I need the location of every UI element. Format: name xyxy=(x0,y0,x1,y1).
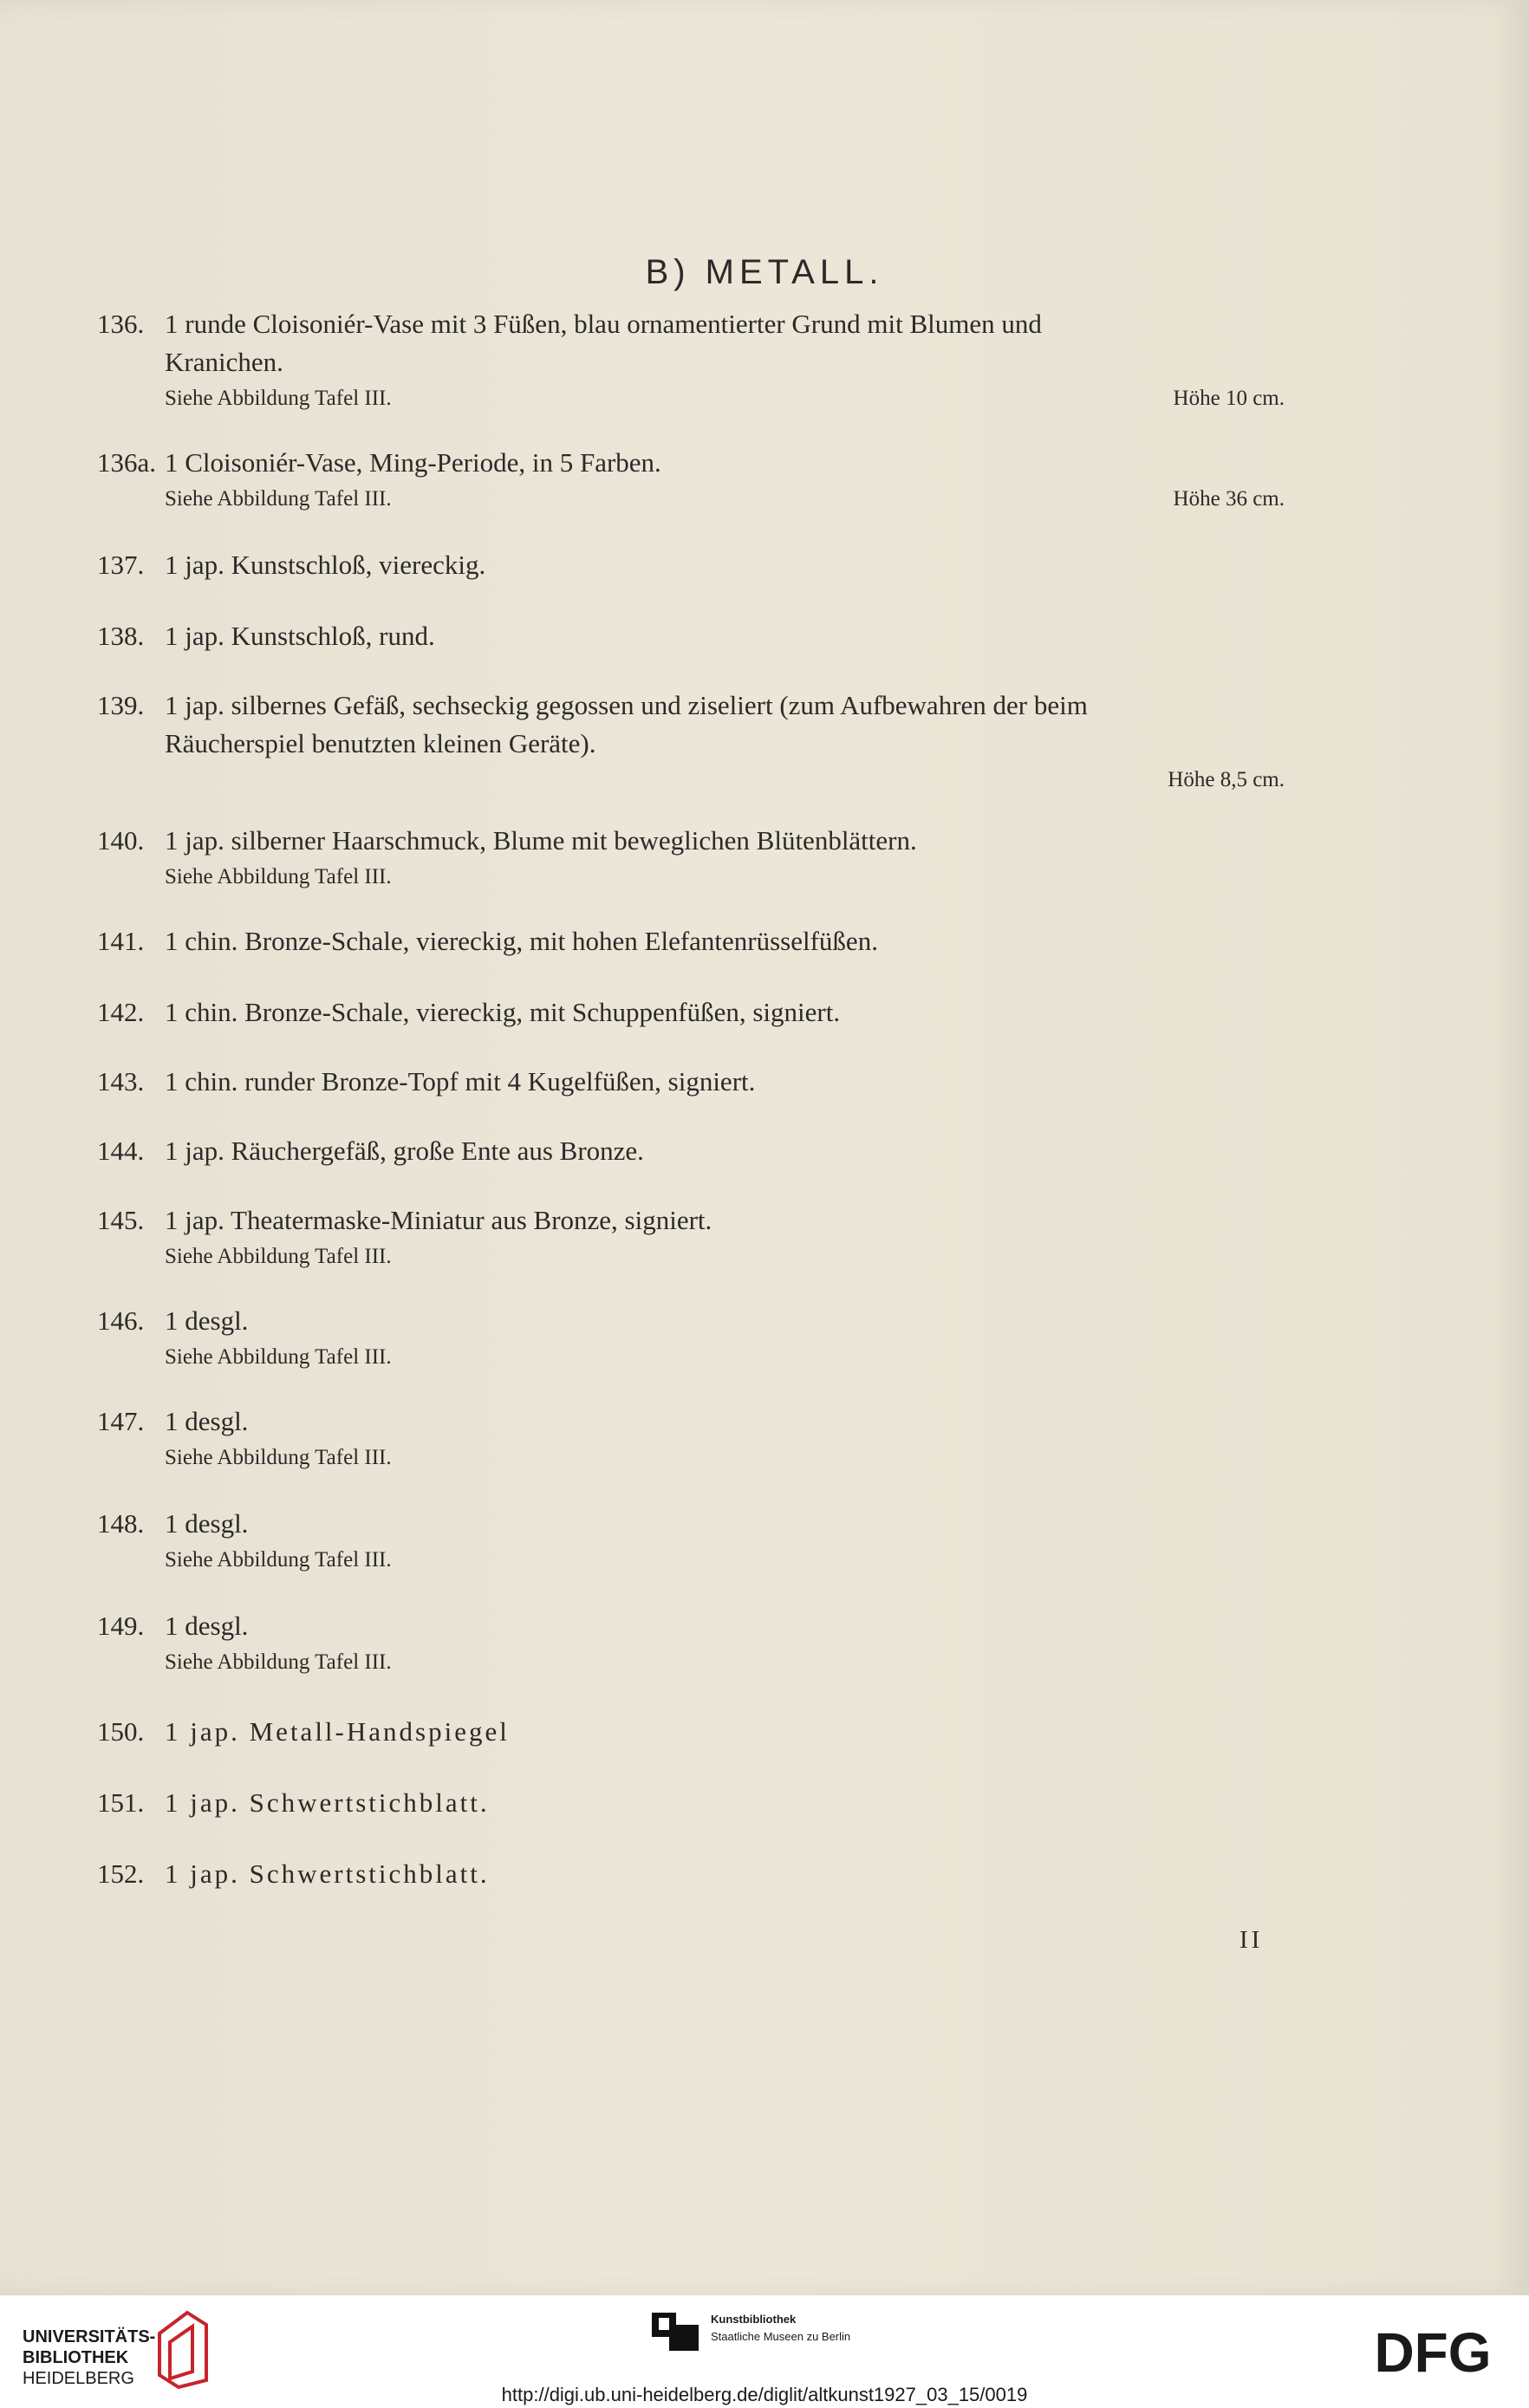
entry-text: 1 jap. Theatermaske-Miniatur aus Bronze, signiert. xyxy=(165,1205,712,1235)
catalog-entry-152 xyxy=(97,1855,1285,1893)
catalog-entry-147 xyxy=(97,1402,1285,1475)
entry-height: Höhe 36 cm. xyxy=(1173,487,1285,511)
entry-number: 145. xyxy=(97,1205,145,1235)
source-url: http://digi.ub.uni-heidelberg.de/diglit/altkunst1927_03_15/0019 xyxy=(501,2384,1028,2405)
entry-number: 151. xyxy=(97,1787,145,1818)
entry-text: 1 desgl. xyxy=(165,1305,249,1336)
entry-number: 144. xyxy=(97,1136,145,1166)
entry-text: 1 desgl. xyxy=(165,1611,249,1641)
catalog-entry-137 xyxy=(97,546,1285,584)
catalog-entry-142 xyxy=(97,993,1285,1032)
catalog-entry-141 xyxy=(97,922,1285,960)
section-title: B) METALL. xyxy=(645,253,884,291)
catalog-entry-136 xyxy=(97,305,1285,416)
entry-text: 1 Cloisoniér-Vase, Ming-Periode, in 5 Farben. xyxy=(165,447,661,478)
entry-number: 152. xyxy=(97,1858,145,1889)
entry-reference: Siehe Abbildung Tafel III. xyxy=(165,387,392,410)
entry-text: 1 chin. Bronze-Schale, viereckig, mit hohen Elefantenrüsselfüßen. xyxy=(165,926,878,956)
entry-reference: Siehe Abbildung Tafel III. xyxy=(165,1345,392,1369)
entry-height: Höhe 10 cm. xyxy=(1173,387,1285,410)
entry-text: 1 jap. Schwertstichblatt. xyxy=(165,1858,490,1889)
catalog-entry-145 xyxy=(97,1201,1285,1274)
entry-text: 1 jap. silberner Haarschmuck, Blume mit beweglichen Blütenblättern. xyxy=(165,825,917,856)
entry-number: 149. xyxy=(97,1611,145,1641)
entry-number: 140. xyxy=(97,825,145,856)
entry-number: 138. xyxy=(97,621,145,651)
entry-text: 1 jap. Kunstschloß, viereckig. xyxy=(165,550,486,580)
entry-continuation: Kranichen. xyxy=(165,347,283,377)
entry-text: 1 jap. silbernes Gefäß, sechseckig gegossen und ziseliert (zum Aufbewahren der beim xyxy=(165,690,1088,720)
catalog-entry-146 xyxy=(97,1302,1285,1375)
catalog-entry-148 xyxy=(97,1505,1285,1578)
entry-text: 1 jap. Kunstschloß, rund. xyxy=(165,621,435,651)
entry-reference: Siehe Abbildung Tafel III. xyxy=(165,1548,392,1572)
catalog-entry-140 xyxy=(97,822,1285,895)
entry-reference: Siehe Abbildung Tafel III. xyxy=(165,1446,392,1469)
entry-number: 148. xyxy=(97,1508,145,1539)
ub-line-1: UNIVERSITÄTS- xyxy=(23,2327,156,2346)
entry-reference: Siehe Abbildung Tafel III. xyxy=(165,487,392,511)
catalog-entry-136a xyxy=(97,444,1285,517)
entry-continuation: Räucherspiel benutzten kleinen Geräte). xyxy=(165,728,596,758)
catalog-entry-144 xyxy=(97,1132,1285,1170)
entry-reference: Siehe Abbildung Tafel III. xyxy=(165,1245,392,1268)
entry-text: 1 jap. Metall-Handspiegel xyxy=(165,1716,510,1747)
ub-heidelberg-logo-text xyxy=(23,2327,155,2389)
catalog-entry-149 xyxy=(97,1607,1285,1680)
entry-text: 1 runde Cloisoniér-Vase mit 3 Füßen, blau ornamentierter Grund mit Blumen und xyxy=(165,309,1042,339)
entry-number: 146. xyxy=(97,1305,145,1336)
kb-line-1: Kunstbibliothek xyxy=(711,2313,797,2326)
entry-text: 1 desgl. xyxy=(165,1508,249,1539)
entry-number: 141. xyxy=(97,926,145,956)
entry-number: 150. xyxy=(97,1716,145,1747)
kunstbibliothek-text xyxy=(711,2311,850,2346)
catalog-entry-138 xyxy=(97,617,1285,655)
entry-text: 1 jap. Räuchergefäß, große Ente aus Bronze. xyxy=(165,1136,644,1166)
entry-text: 1 jap. Schwertstichblatt. xyxy=(165,1787,490,1818)
entry-text: 1 chin. runder Bronze-Topf mit 4 Kugelfüßen, signiert. xyxy=(165,1066,756,1097)
dfg-label: DFG xyxy=(1374,2323,1492,2379)
entry-text: 1 chin. Bronze-Schale, viereckig, mit Schuppenfüßen, signiert. xyxy=(165,997,841,1027)
entry-height: Höhe 8,5 cm. xyxy=(1168,768,1285,791)
entry-reference: Siehe Abbildung Tafel III. xyxy=(165,865,392,888)
catalog-entry-139 xyxy=(97,687,1285,797)
entry-number: 136a. xyxy=(97,447,157,478)
entry-number: 142. xyxy=(97,997,145,1027)
dfg-logo-icon xyxy=(1359,2323,1506,2379)
ub-line-2: BIBLIOTHEK xyxy=(23,2348,129,2367)
entry-number: 139. xyxy=(97,690,145,720)
catalog-entry-143 xyxy=(97,1063,1285,1101)
entry-number: 137. xyxy=(97,550,145,580)
entry-number: 136. xyxy=(97,309,145,339)
kb-line-2: Staatliche Museen zu Berlin xyxy=(711,2330,851,2343)
page-number: II xyxy=(1239,1926,1264,1954)
catalog-entry-150 xyxy=(97,1713,1285,1751)
entry-number: 143. xyxy=(97,1066,145,1097)
catalog-entry-151 xyxy=(97,1784,1285,1822)
ub-heidelberg-mark-icon xyxy=(153,2307,213,2391)
kunstbibliothek-logo-icon xyxy=(652,2313,699,2351)
entry-reference: Siehe Abbildung Tafel III. xyxy=(165,1650,392,1674)
entry-number: 147. xyxy=(97,1406,145,1436)
entry-text: 1 desgl. xyxy=(165,1406,249,1436)
ub-line-3: HEIDELBERG xyxy=(23,2369,134,2388)
